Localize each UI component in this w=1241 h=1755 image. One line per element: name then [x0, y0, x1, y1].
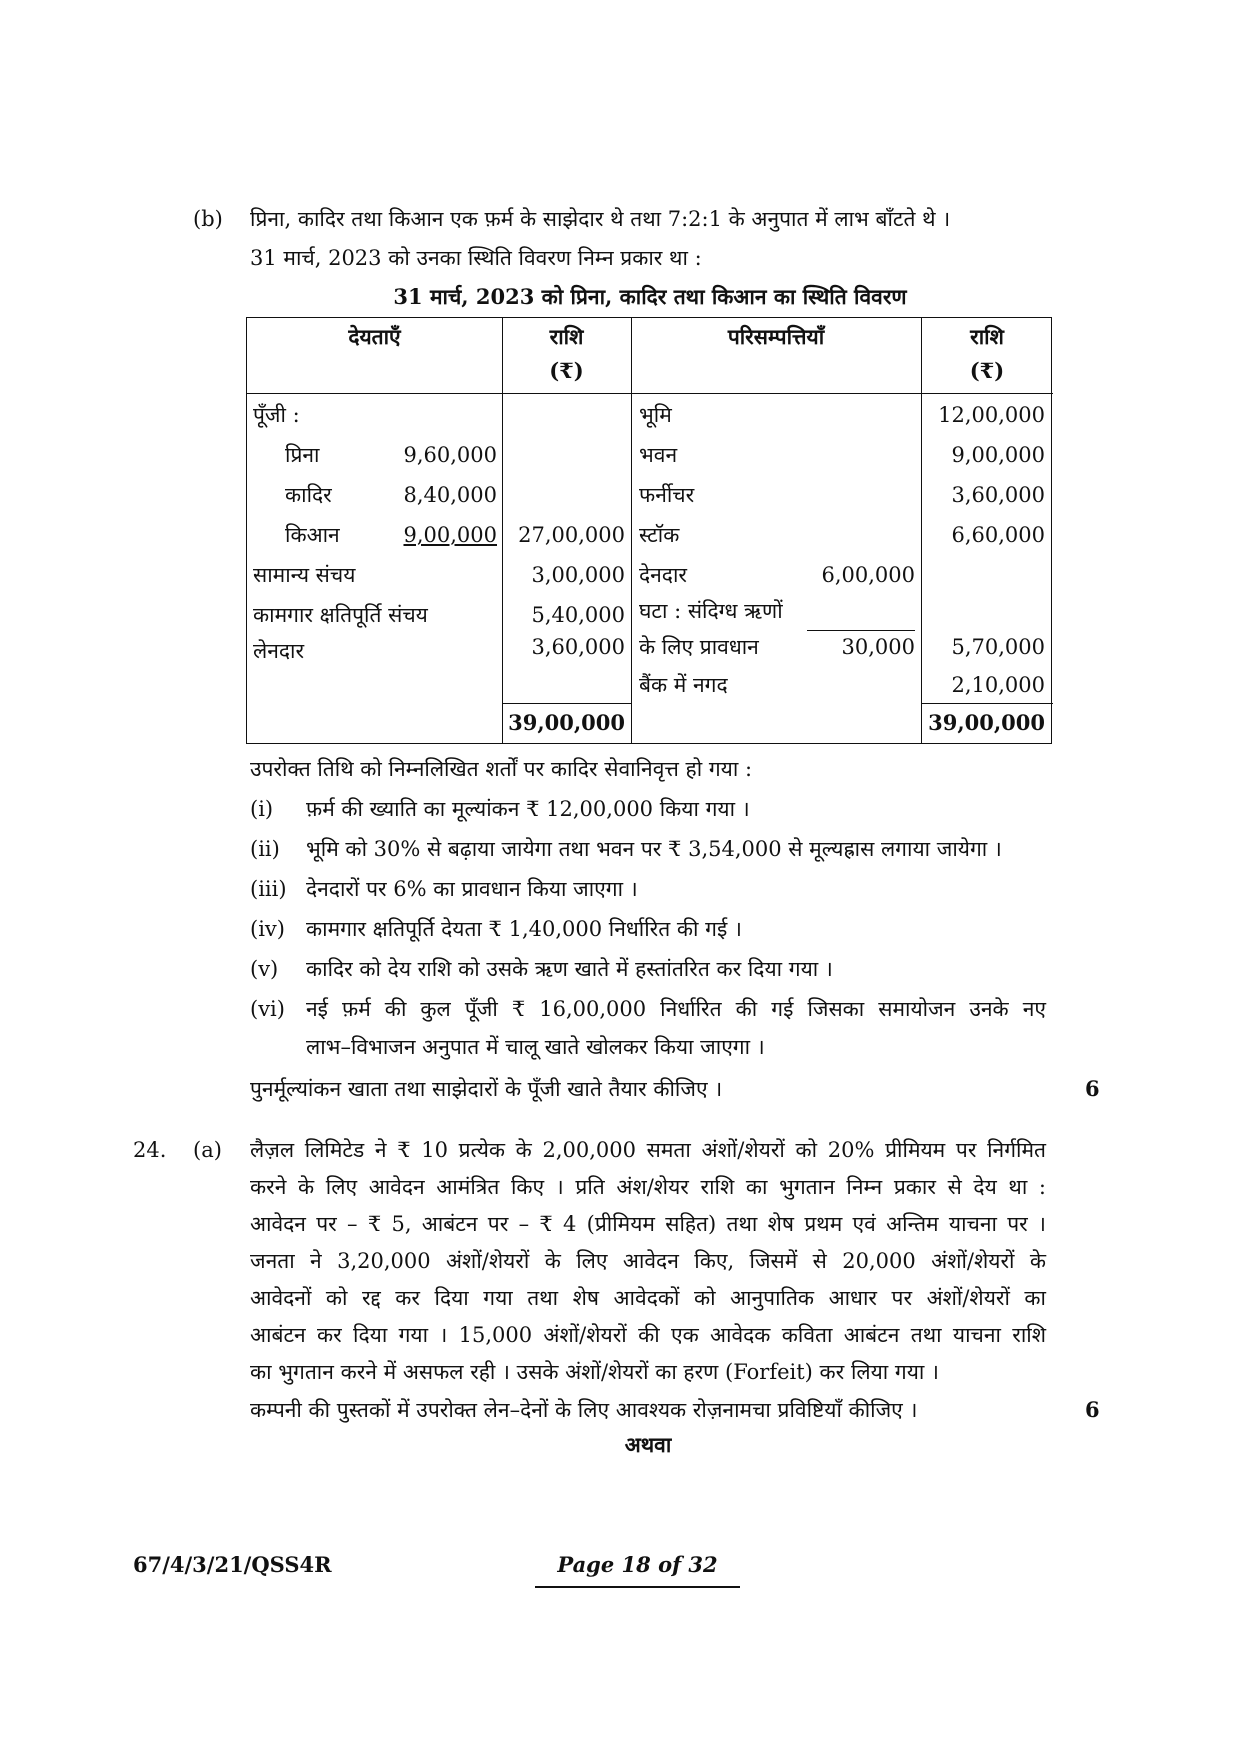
header-amount-liab: राशि — [549, 324, 584, 349]
part-b-intro-line2: 31 मार्च, 2023 को उनका स्थिति विवरण निम्न प्रकार था : — [250, 246, 702, 270]
header-liabilities: देयताएँ — [348, 324, 401, 349]
condition-text: फ़र्म की ख्याति का मूल्यांकन ₹ 12,00,000 किया गया । — [306, 797, 750, 821]
less-provision-line1: घटा : संदिग्ध ऋणों — [639, 599, 783, 623]
header-assets: परिसम्पत्तियाँ — [727, 324, 825, 349]
paper-code: 67/4/3/21/QSS4R — [133, 1552, 332, 1577]
q24-line: आबंटन कर दिया गया । 15,000 अंशों/शेयरों की एक आवेदक कविता आबंटन तथा याचना राशि — [250, 1323, 1046, 1347]
cash-label: बैंक में नगद — [639, 673, 728, 697]
condition-num: (vi) — [250, 997, 285, 1021]
furniture-label: फर्नीचर — [639, 483, 695, 507]
capital-kiaan-amount: 9,00,000 — [403, 523, 497, 547]
general-reserve-label: सामान्य संचय — [253, 563, 356, 587]
wcr-amount: 5,40,000 — [531, 603, 625, 627]
creditors-amount: 3,60,000 — [531, 635, 625, 659]
condition-text: कादिर को देय राशि को उसके ऋण खाते में हस्तांतरित कर दिया गया । — [306, 957, 833, 981]
land-label: भूमि — [639, 403, 672, 427]
header-rupee-liab: (₹) — [549, 358, 584, 383]
condition-num: (iv) — [250, 917, 285, 941]
building-amount: 9,00,000 — [951, 443, 1045, 467]
provision-amount: 30,000 — [807, 630, 915, 663]
creditors-label: लेनदार — [253, 639, 305, 663]
part-b-marks: 6 — [1085, 1076, 1100, 1101]
capital-prina-name: प्रिना — [285, 443, 320, 467]
retirement-line: उपरोक्त तिथि को निम्नलिखित शर्तों पर कादिर सेवानिवृत्त हो गया : — [250, 757, 753, 781]
capital-prina-amount: 9,60,000 — [403, 443, 497, 467]
total-assets: 39,00,000 — [928, 710, 1045, 735]
header-amount-assets: राशि — [970, 324, 1004, 349]
header-rupee-assets: (₹) — [969, 358, 1005, 383]
part-b-instruction: पुनर्मूल्यांकन खाता तथा साझेदारों के पूँजी खाते तैयार कीजिए । — [250, 1077, 723, 1101]
debtors-net-amount: 5,70,000 — [951, 635, 1045, 659]
or-separator: अथवा — [624, 1432, 672, 1457]
part-b-intro-line1: प्रिना, कादिर तथा किआन एक फ़र्म के साझेदार थे तथा 7:2:1 के अनुपात में लाभ बाँटते थे । — [250, 207, 951, 231]
capital-kiaan-name: किआन — [285, 523, 340, 547]
cash-amount: 2,10,000 — [951, 673, 1045, 697]
balance-sheet-table — [246, 317, 1052, 744]
condition-num: (i) — [250, 797, 274, 821]
furniture-amount: 3,60,000 — [951, 483, 1045, 507]
capital-label: पूँजी : — [253, 403, 300, 427]
capital-kadir-amount: 8,40,000 — [403, 483, 497, 507]
total-liabilities: 39,00,000 — [508, 710, 625, 735]
q24-line: लैज़ल लिमिटेड ने ₹ 10 प्रत्येक के 2,00,000 समता अंशों/शेयरों को 20% प्रीमियम पर निर्गमित — [250, 1138, 1046, 1162]
total-rule-liab — [502, 703, 631, 704]
condition-text: नई फ़र्म की कुल पूँजी ₹ 16,00,000 निर्धारित की गई जिसका समायोजन उनके नए — [306, 997, 1046, 1021]
q24-line: जनता ने 3,20,000 अंशों/शेयरों के लिए आवेदन किए, जिसमें से 20,000 अंशों/शेयरों के — [250, 1249, 1046, 1273]
less-provision-line2: के लिए प्रावधान — [639, 635, 759, 659]
page-number: Page 18 of 32 — [557, 1552, 718, 1577]
capital-kadir-name: कादिर — [285, 483, 332, 507]
land-amount: 12,00,000 — [938, 403, 1045, 427]
condition-text: देनदारों पर 6% का प्रावधान किया जाएगा । — [306, 877, 638, 901]
stock-amount: 6,60,000 — [951, 523, 1045, 547]
building-label: भवन — [639, 443, 678, 467]
q24-line: आवेदन पर – ₹ 5, आबंटन पर – ₹ 4 (प्रीमियम सहित) तथा शेष प्रथम एवं अन्तिम याचना पर । — [250, 1212, 1046, 1236]
stock-label: स्टॉक — [639, 523, 680, 547]
capital-total: 27,00,000 — [518, 523, 625, 547]
condition-text: कामगार क्षतिपूर्ति देयता ₹ 1,40,000 निर्धारित की गई । — [306, 917, 742, 941]
condition-num: (ii) — [250, 837, 280, 861]
header-rule — [247, 393, 1053, 394]
page-number-underline — [535, 1586, 740, 1588]
q24-line: का भुगतान करने में असफल रही । उसके अंशों/शेयरों का हरण (Forfeit) कर लिया गया । — [250, 1360, 939, 1384]
q24-number: 24. — [133, 1138, 167, 1162]
q24-line: आवेदनों को रद्द कर दिया गया तथा शेष आवेदकों को आनुपातिक आधार पर अंशों/शेयरों का — [250, 1286, 1046, 1310]
condition-num: (iii) — [250, 877, 287, 901]
q24-line: करने के लिए आवेदन आमंत्रित किए । प्रति अंश/शेयर राशि का भुगतान निम्न प्रकार से देय था : — [250, 1175, 1046, 1199]
total-rule-assets — [921, 703, 1053, 704]
condition-num: (v) — [250, 957, 279, 981]
debtors-label: देनदार — [639, 563, 687, 587]
debtors-gross-amount: 6,00,000 — [821, 563, 915, 587]
q24-part-label: (a) — [193, 1138, 222, 1162]
condition-text: भूमि को 30% से बढ़ाया जायेगा तथा भवन पर ₹ 3,54,000 से मूल्यह्रास लगाया जायेगा । — [306, 837, 1002, 861]
table-title: 31 मार्च, 2023 को प्रिना, कादिर तथा किआन का स्थिति विवरण — [393, 284, 907, 309]
col-divider — [631, 318, 632, 743]
part-b-label: (b) — [193, 207, 223, 231]
general-reserve-amount: 3,00,000 — [531, 563, 625, 587]
q24-marks: 6 — [1085, 1397, 1100, 1422]
wcr-label: कामगार क्षतिपूर्ति संचय — [253, 603, 428, 627]
q24-instruction: कम्पनी की पुस्तकों में उपरोक्त लेन–देनों के लिए आवश्यक रोज़नामचा प्रविष्टियाँ कीजिए । — [250, 1398, 918, 1422]
condition-text-continued: लाभ–विभाजन अनुपात में चालू खाते खोलकर किया जाएगा । — [306, 1035, 765, 1059]
